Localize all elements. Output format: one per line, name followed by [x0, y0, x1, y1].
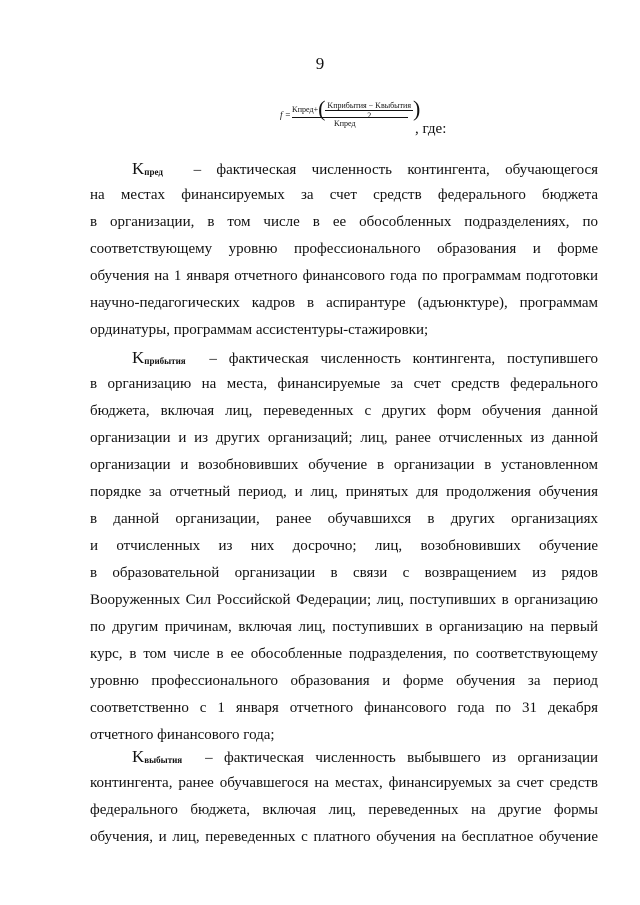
left-paren-icon: (: [318, 96, 326, 121]
definition-k-pribytiya: [90, 344, 598, 749]
definition-line: $K_{выбытия}$ – фактическая численность выбывшего из организации: [132, 747, 598, 766]
formula-inner-top: Kприбытия − Kвыбытия: [327, 100, 412, 110]
term-k-pred: $K_{пред}$: [132, 159, 163, 178]
definition-line: в организации, в том числе в ее обособленных подразделениях, по: [90, 214, 598, 230]
definition-line: $K_{пред}$ – фактическая численность контингента, обучающегося: [132, 159, 598, 178]
definition-line: в образовательной организации в связи с возвращением из рядов: [90, 565, 598, 581]
definition-line: организации и из других организаций; лиц, ранее отчисленных из данной: [90, 430, 598, 446]
definition-line: соответствующему уровню профессионального образования и форме: [90, 241, 598, 257]
definition-line: отчетного финансового года;: [90, 727, 275, 743]
definition-line: бюджета, включая лиц, переведенных с других форм обучения данной: [90, 403, 598, 419]
definition-line: организации и возобновивших обучение в организации в установленном: [90, 457, 598, 473]
fraction-bar: [292, 117, 408, 118]
definition-k-pred: [90, 155, 598, 344]
formula-num-first: Kпред: [292, 105, 314, 114]
definition-line: в данной организации, ранее обучавшихся в других организациях: [90, 511, 598, 527]
definition-line: ординатуры, программам ассистентуры-стажировки;: [90, 322, 429, 338]
formula-numerator: [292, 92, 420, 120]
formula-lhs: f =: [280, 110, 291, 120]
definition-k-vybytiya: [90, 743, 598, 851]
term-k-vybytiya: $K_{выбытия}$: [132, 747, 183, 766]
definition-line: соответственно с 1 января отчетного финансового года по 31 декабря: [90, 700, 598, 716]
definition-line: и отчисленных из них досрочно; лиц, возобновивших обучение: [90, 538, 598, 554]
definition-line: курс, в том числе в ее обособленные подразделения, по соответствующему: [90, 646, 598, 662]
formula-where: , где:: [415, 121, 447, 137]
term-k-pribytiya: $K_{прибытия}$: [132, 348, 186, 367]
definition-line: контингента, ранее обучавшегося на местах, финансируемых за счет средств: [90, 775, 598, 791]
formula-plus: +: [313, 105, 319, 114]
definition-line: Вооруженных Сил Российской Федерации; лиц, поступивших в организацию: [90, 592, 598, 608]
definition-line: $K_{прибытия}$ – фактическая численность контингента, поступившего: [132, 348, 599, 367]
definition-line: порядке за отчетный период, и лиц, принятых для продолжения обучения: [90, 484, 598, 500]
definition-line: научно-педагогических кадров в аспирантуре (адъюнктуре), программам: [90, 295, 598, 311]
right-paren-icon: ): [413, 96, 421, 121]
definition-line: обучения на 1 января отчетного финансового года по программам подготовки: [90, 268, 598, 284]
formula-denominator: Kпред: [334, 119, 356, 128]
definition-line: федерального бюджета, включая лиц, переведенных на другие формы: [90, 802, 598, 818]
definition-line: в организацию на места, финансируемые за счет средств федерального: [90, 376, 598, 392]
definition-line: по другим причинам, включая лиц, поступивших в организацию на первый: [90, 619, 598, 635]
formula-inner-bottom: 2: [367, 110, 372, 120]
definition-line: уровню профессионального образования и форме обучения за период: [90, 673, 598, 689]
page-number: 9: [315, 54, 325, 73]
definition-line: обучения, и лиц, переведенных с платного обучения на бесплатное обучение: [90, 829, 598, 845]
definition-line: на местах финансируемых за счет средств федерального бюджета: [90, 187, 598, 203]
formula: [272, 86, 602, 146]
